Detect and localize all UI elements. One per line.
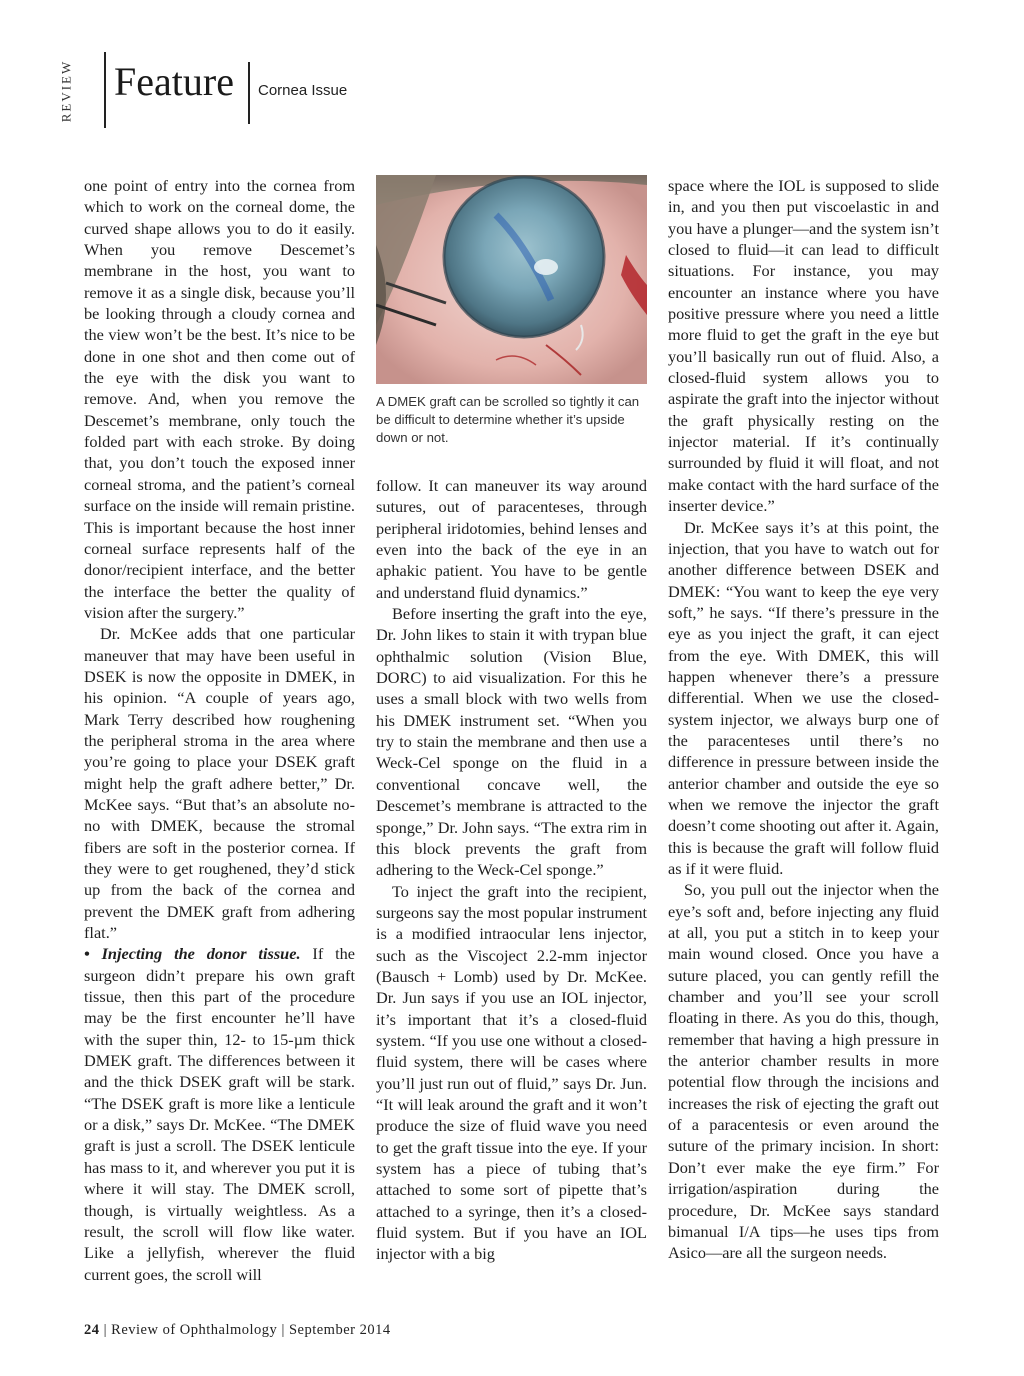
article-column-1 [84, 175, 355, 1285]
page-number: 24 [84, 1322, 100, 1338]
eye-surgery-photo [376, 175, 647, 384]
feature-title: Feature [114, 59, 234, 104]
paragraph [84, 943, 355, 1285]
paragraph: Dr. McKee adds that one particular maneuver that may have been useful in DSEK is now the opposite in DMEK, in his opinion. “A couple of years ago, Mark Terry described how roughening the peripheral stroma in the area where you’re going to place your DSEK graft might help the graft adhere better,” Dr. McKee says. “But that’s an absolute no-no with DMEK, because the stromal fibers are soft in the posterior cornea. If they were to get roughened, they’d stick up from the back of the cornea and prevent the DMEK graft from adhering flat.” [84, 624, 355, 943]
paragraph: Before inserting the graft into the eye, Dr. John likes to stain it with trypan blue ophthalmic solution (Vision Blue, DORC) to aid visualization. For this he uses a small block with two wells from his DMEK instrument set. “When you try to stain the membrane and then use a Weck-Cel sponge on the fluid in a conventional concave well, the Descemet’s membrane is attracted to the sponge,” Dr. John says. “The extra rim in this block prevents the graft from adhering to the Weck-Cel sponge.” [376, 604, 647, 880]
paragraph: To inject the graft into the recipient, surgeons say the most popular instrument is a modified intraocular lens injector, such as the Viscoject 2.2-mm injector (Bausch + Lomb) used by Dr. McKee. Dr. Jun says if you use an IOL injector, it’s important that it’s a closed-fluid system. “If you use one without a closed-fluid system, there will be cases where you’ll just run out of fluid,” says Dr. Jun. “It will leak around the graft and it won’t produce the size of fluid wave you need to get the graft tissue into the eye. If your system has a piece of tubing that’s attached to some sort of pipette that’s attached to a syringe, then it’s a closed-fluid system. But if you have an IOL injector with a big [376, 881, 647, 1264]
eye-illustration [376, 175, 647, 384]
paragraph: one point of entry into the cornea from which to work on the corneal dome, the curved shape allows you to do it easily. When you remove Descemet’s membrane in the host, you want to remove it as a single disk, because you’ll be looking through a cloudy cornea and the view won’t be the best. It’s nice to be done in one shot and then come out of the eye with the disk you want to remove. And, when you remove the Descemet’s membrane, only touch the folded part with each stroke. By doing that, you don’t touch the exposed inner corneal stroma, and the patient’s corneal surface on the inside will remain pristine. This is important because the host inner corneal surface represents half of the donor/recipient interface, and the better the interface the better the quality of vision after the surgery.” [84, 176, 355, 622]
footer-separator: | [103, 1322, 108, 1338]
subhead-injecting-donor-tissue: • Injecting the donor tissue. [84, 944, 301, 964]
header-divider-left [104, 52, 106, 128]
header-divider-right [248, 62, 250, 124]
footer-separator: | [281, 1322, 285, 1338]
article-column-2 [376, 475, 647, 1265]
page-footer [84, 1322, 391, 1339]
paragraph: follow. It can maneuver its way around sutures, out of paracenteses, through peripheral iridotomies, behind lenses and even into the back of the eye in an aphakic patient. You have to be gentle and understand fluid dynamics.” [376, 476, 647, 602]
issue-date: September 2014 [288, 1322, 391, 1338]
section-label-text: REVIEW [58, 59, 74, 123]
article-column-3 [668, 175, 939, 1264]
publication-name: Review of Ophthalmology [111, 1322, 278, 1338]
paragraph: space where the IOL is supposed to slide in, and you then put viscoelastic in and you have a plunger—and the system isn’t closed to fluid—it can lead to difficult situations. For instance, you may encounter an instance where you have positive pressure where you need a little more fluid to get the graft in the eye but you’ll basically run out of fluid. Also, a closed-fluid system allows you to aspirate the graft into the injector without the graft physically resting on the injector material. If it’s continually surrounded by fluid it will float, and not make contact with the hard surface of the inserter device.” [668, 176, 939, 516]
section-label-vertical [56, 52, 76, 130]
paragraph: Dr. McKee says it’s at this point, the injection, that you have to watch out for another difference between DSEK and DMEK: “You want to keep the eye very soft,” he says. “If there’s pressure in the eye as you inject the graft, it can eject from the eye. With DMEK, this will happen whenever there’s a pressure differential. When we use the closed-system injector, we always burp one of the paracenteses until there’s no difference in pressure between inside the anterior chamber and outside the eye so when we remove the injector the graft doesn’t come shooting out after it. Again, this is because the graft will follow fluid as if it were fluid. [668, 517, 939, 878]
issue-label: Cornea Issue [258, 82, 348, 99]
figure-caption: A DMEK graft can be scrolled so tightly it can be difficult to determine whether it’s upside down or not. [376, 394, 640, 445]
paragraph-text: If the surgeon didn’t prepare his own graft tissue, then this part of the procedure may be the first encounter he’ll have with the super thin, 12- to 15-µm thick DMEK graft. The differences between it and the thick DSEK graft will be stark. “The DSEK graft is more like a lenticule or a disk,” says Dr. McKee. “The DMEK graft is just a scroll. The DSEK lenticule has mass to it, and wherever you put it is where it will stay. The DMEK scroll, though, is virtually weightless. As a result, the scroll will flow like water. Like a jellyfish, wherever the fluid current goes, the scroll will [84, 944, 356, 1284]
paragraph: So, you pull out the injector when the eye’s soft and, before injecting any fluid at all, you put a stitch in to keep your main wound closed. Once you have a suture placed, you can gently refill the chamber and you’ll see your scroll floating in there. As you do this, though, remember that having a high pressure in the anterior chamber results in more potential flow through the incisions and increases the risk of ejecting the graft out of a paracentesis or even around the suture of the primary incision. In short: Don’t ever make the eye firm.” For irrigation/aspiration during the procedure, Dr. McKee says standard bimanual I/A tips—he uses tips from Asico—are all the surgeon needs. [668, 880, 939, 1263]
